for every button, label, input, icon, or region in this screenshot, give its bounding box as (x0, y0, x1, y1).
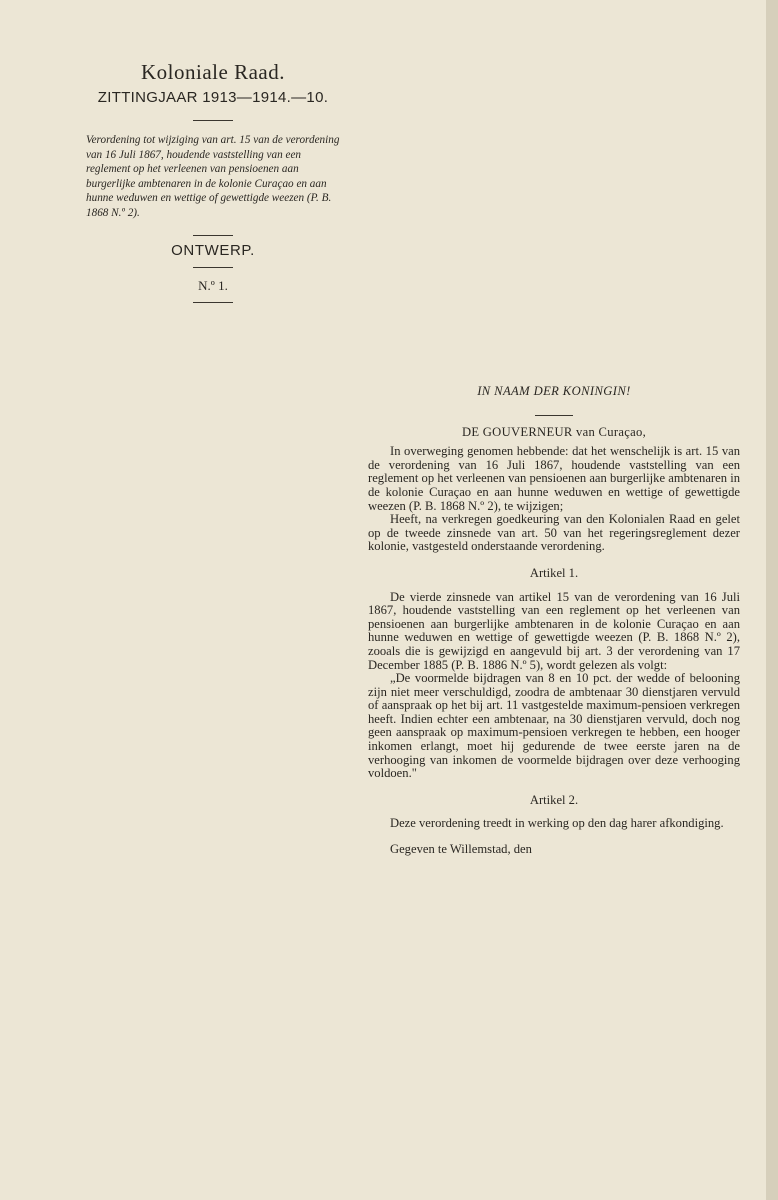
page-edge (766, 0, 778, 1200)
draft-number: N.º 1. (198, 277, 228, 293)
session-year: ZITTINGJAAR 1913—1914.—10. (97, 89, 329, 106)
article-heading: Artikel 2. (529, 792, 579, 807)
closing-line: Gegeven te Willemstad, den (390, 842, 532, 857)
governor-line: DE GOUVERNEUR van Curaçao, (461, 424, 647, 439)
article-heading: Artikel 1. (529, 565, 579, 580)
divider (535, 415, 573, 416)
ordinance-description: Verordening tot wijziging van art. 15 van de verordening van 16 Juli 1867, houdende vaststelling van een reglement op het verleenen van pensioenen aan burgerlijke ambtenaren in de kolonie Curaçao en aan hunne weduwen en wettige of gewettigde weezen (P. B. 1868 N.º 2). (86, 134, 340, 219)
draft-label: ONTWERP. (171, 241, 255, 259)
article-paragraph: Deze verordening treedt in werking op den dag harer afkondiging. (390, 816, 724, 831)
divider (193, 235, 233, 236)
article-paragraph: De vierde zinsnede van artikel 15 van de verordening van 16 Juli 1867, houdende vaststelling van een reglement op het verleenen van pensioenen aan burgerlijke ambtenaren in de kolonie Curaçao en aan hunne weduwen en wettige of gewettigde weezen (P. B. 1868 N.º 2), zooals die is gewijzigd en aangevuld bij art. 3 der verordening van 17 December 1885 (P. B. 1886 N.º 5), wordt gelezen als volgt: (368, 589, 740, 672)
ordinance-body (368, 385, 740, 857)
header-column (78, 60, 348, 303)
preamble-paragraph: Heeft, na verkregen goedkeuring van den Kolonialen Raad en gelet op de tweede zinsnede van art. 50 van het regeringsreglement dezer kolonie, vastgesteld onderstaande verordening. (368, 512, 740, 554)
council-title: Koloniale Raad. (141, 60, 285, 84)
divider (193, 302, 233, 303)
preamble-paragraph: In overweging genomen hebbende: dat het wenschelijk is art. 15 van de verordening van 16 Juli 1867, houdende vaststelling van een reglement op het verleenen van pensioenen aan burgerlijke ambtenaren in de kolonie Curaçao en aan hunne weduwen en wettige of gewettigde weezen (P. B. 1868 N.º 2), te wijzigen; (368, 444, 740, 513)
divider (193, 267, 233, 268)
salutation: IN NAAM DER KONINGIN! (477, 384, 631, 398)
quoted-paragraph: „De voormelde bijdragen van 8 en 10 pct. der wedde of belooning zijn niet meer verschuldigd, zoodra de ambtenaar 30 dienstjaren vervuld of aanspraak op het bij art. 11 vastgestelde maximum-pensioen verkregen heeft. Indien echter een ambtenaar, na 30 dienstjaren vervuld, doch nog geen aanspraak op maximum-pensioen verkregen te hebben, een hooger inkomen erlangt, moet hij gedurende de twee eerste jaren na de verhooging van inkomen de voormelde bijdragen over deze verhooging voldoen." (368, 671, 740, 781)
divider (193, 120, 233, 121)
